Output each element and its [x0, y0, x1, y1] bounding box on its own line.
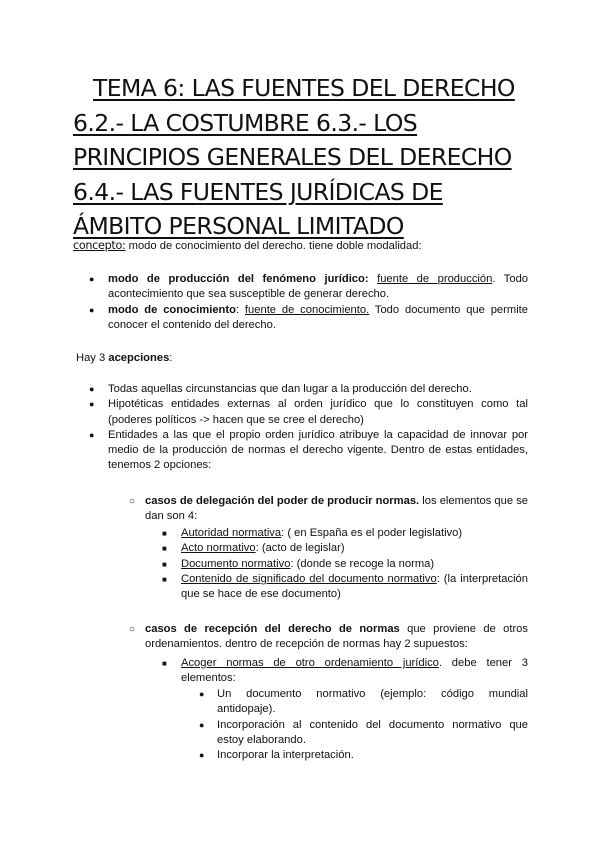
disc-bullet-icon: ● — [199, 750, 205, 761]
modality-term: modo de conocimiento — [108, 303, 236, 316]
list-item — [129, 494, 529, 525]
case-description: . debe tener 3 elementos: — [181, 657, 528, 685]
delegation-elements-list — [162, 526, 528, 602]
circle-bullet-icon: ○ — [129, 624, 136, 635]
title-line: 6.4.- LAS FUENTES JURÍDICAS DE — [73, 177, 443, 206]
concept-definition — [73, 238, 422, 254]
element-term: Documento normativo — [181, 557, 291, 570]
title-line: ÁMBITO PERSONAL LIMITADO — [73, 212, 404, 240]
disc-bullet-icon: ● — [89, 304, 95, 315]
reception-list — [129, 622, 528, 653]
element-text: Un documento normativo (ejemplo: código mundial antidopaje). — [217, 688, 528, 716]
option-description: que proviene de otros ordenamientos. dentro de recepción de normas hay 2 supuestos: — [145, 623, 528, 651]
list-item — [162, 541, 528, 556]
acepcion-text: Todas aquellas circunstancias que dan lugar a la producción del derecho. — [108, 383, 472, 395]
acepcion-text: Hipotéticas entidades externas al orden jurídico que lo constituyen como tal (poderes políticos -> hacen que se cree el derecho) — [108, 398, 528, 426]
option-description: los elementos que se dan son 4: — [145, 495, 529, 523]
delegation-list — [129, 494, 529, 525]
list-item — [89, 397, 528, 428]
reception-cases-list — [162, 656, 528, 687]
modality-term: modo de producción del fenómeno jurídico: — [108, 273, 369, 285]
element-description: : (la interpretación que se hace de ese documento) — [181, 572, 528, 601]
element-text: Incorporación al contenido del documento normativo que estoy elaborando. — [217, 718, 528, 746]
modality-source: fuente de producción — [377, 273, 493, 285]
option-title: casos de recepción del derecho de normas — [145, 623, 400, 635]
list-item — [162, 572, 528, 603]
element-description: : ( en España es el poder legislativo) — [281, 527, 463, 539]
element-term: Acto normativo — [181, 542, 256, 555]
square-bullet-icon: ■ — [162, 529, 167, 538]
disc-bullet-icon: ● — [89, 384, 95, 394]
intro-keyword: acepciones — [108, 352, 170, 364]
document-title — [73, 71, 543, 244]
disc-bullet-icon: ● — [199, 719, 205, 730]
intro-colon: : — [169, 352, 173, 364]
modality-description: . Todo acontecimiento que sea susceptible de generar derecho. — [108, 273, 529, 301]
list-item — [129, 622, 528, 653]
title-line: TEMA 6: LAS FUENTES DEL DERECHO — [93, 74, 515, 102]
acepcion-text: Entidades a las que el propio orden jurídico atribuye la capacidad de innovar por medio de la producción de normas el derecho vigente. Dentro de estas entidades, tenemos 2 opciones: — [108, 428, 528, 472]
concept-label: concepto: — [73, 239, 126, 252]
square-bullet-icon: ■ — [162, 659, 167, 668]
modality-source: fuente de conocimiento. — [244, 303, 370, 316]
square-bullet-icon: ■ — [162, 544, 167, 554]
reception-elements-list — [199, 687, 528, 763]
acepciones-intro — [76, 351, 172, 366]
modality-description: Todo documento que permite conocer el contenido del derecho. — [108, 303, 529, 331]
list-item — [199, 687, 528, 718]
element-term: Contenido de significado del documento normativo — [181, 572, 437, 585]
list-item — [199, 718, 528, 749]
element-text: Incorporar la interpretación. — [217, 749, 354, 762]
square-bullet-icon: ■ — [162, 559, 167, 569]
list-item — [199, 748, 528, 763]
list-item — [89, 428, 528, 474]
circle-bullet-icon: ○ — [129, 496, 136, 507]
square-bullet-icon: ■ — [162, 574, 167, 584]
disc-bullet-icon: ● — [199, 689, 205, 699]
intro-text: Hay 3 — [76, 352, 109, 364]
list-item — [162, 526, 528, 541]
disc-bullet-icon: ● — [89, 399, 95, 410]
disc-bullet-icon: ● — [89, 429, 95, 440]
element-description: : (donde se recoge la norma) — [290, 557, 435, 570]
list-item — [162, 557, 528, 572]
modalities-list — [89, 272, 529, 333]
list-item — [89, 272, 529, 303]
title-line: PRINCIPIOS GENERALES DEL DERECHO — [73, 143, 512, 171]
list-item — [89, 303, 529, 334]
disc-bullet-icon: ● — [89, 274, 95, 284]
case-term: Acoger normas de otro ordenamiento jurídico — [181, 657, 439, 669]
element-term: Autoridad normativa — [181, 527, 282, 539]
list-item — [89, 382, 528, 397]
list-item — [162, 656, 528, 687]
element-description: : (acto de legislar) — [255, 542, 345, 555]
option-title: casos de delegación del poder de producir normas. — [145, 495, 420, 507]
title-line: 6.2.- LA COSTUMBRE 6.3.- LOS — [73, 108, 418, 137]
acepciones-list — [89, 382, 528, 474]
concept-text: modo de conocimiento del derecho. tiene doble modalidad: — [125, 240, 422, 252]
separator: : — [235, 303, 245, 316]
